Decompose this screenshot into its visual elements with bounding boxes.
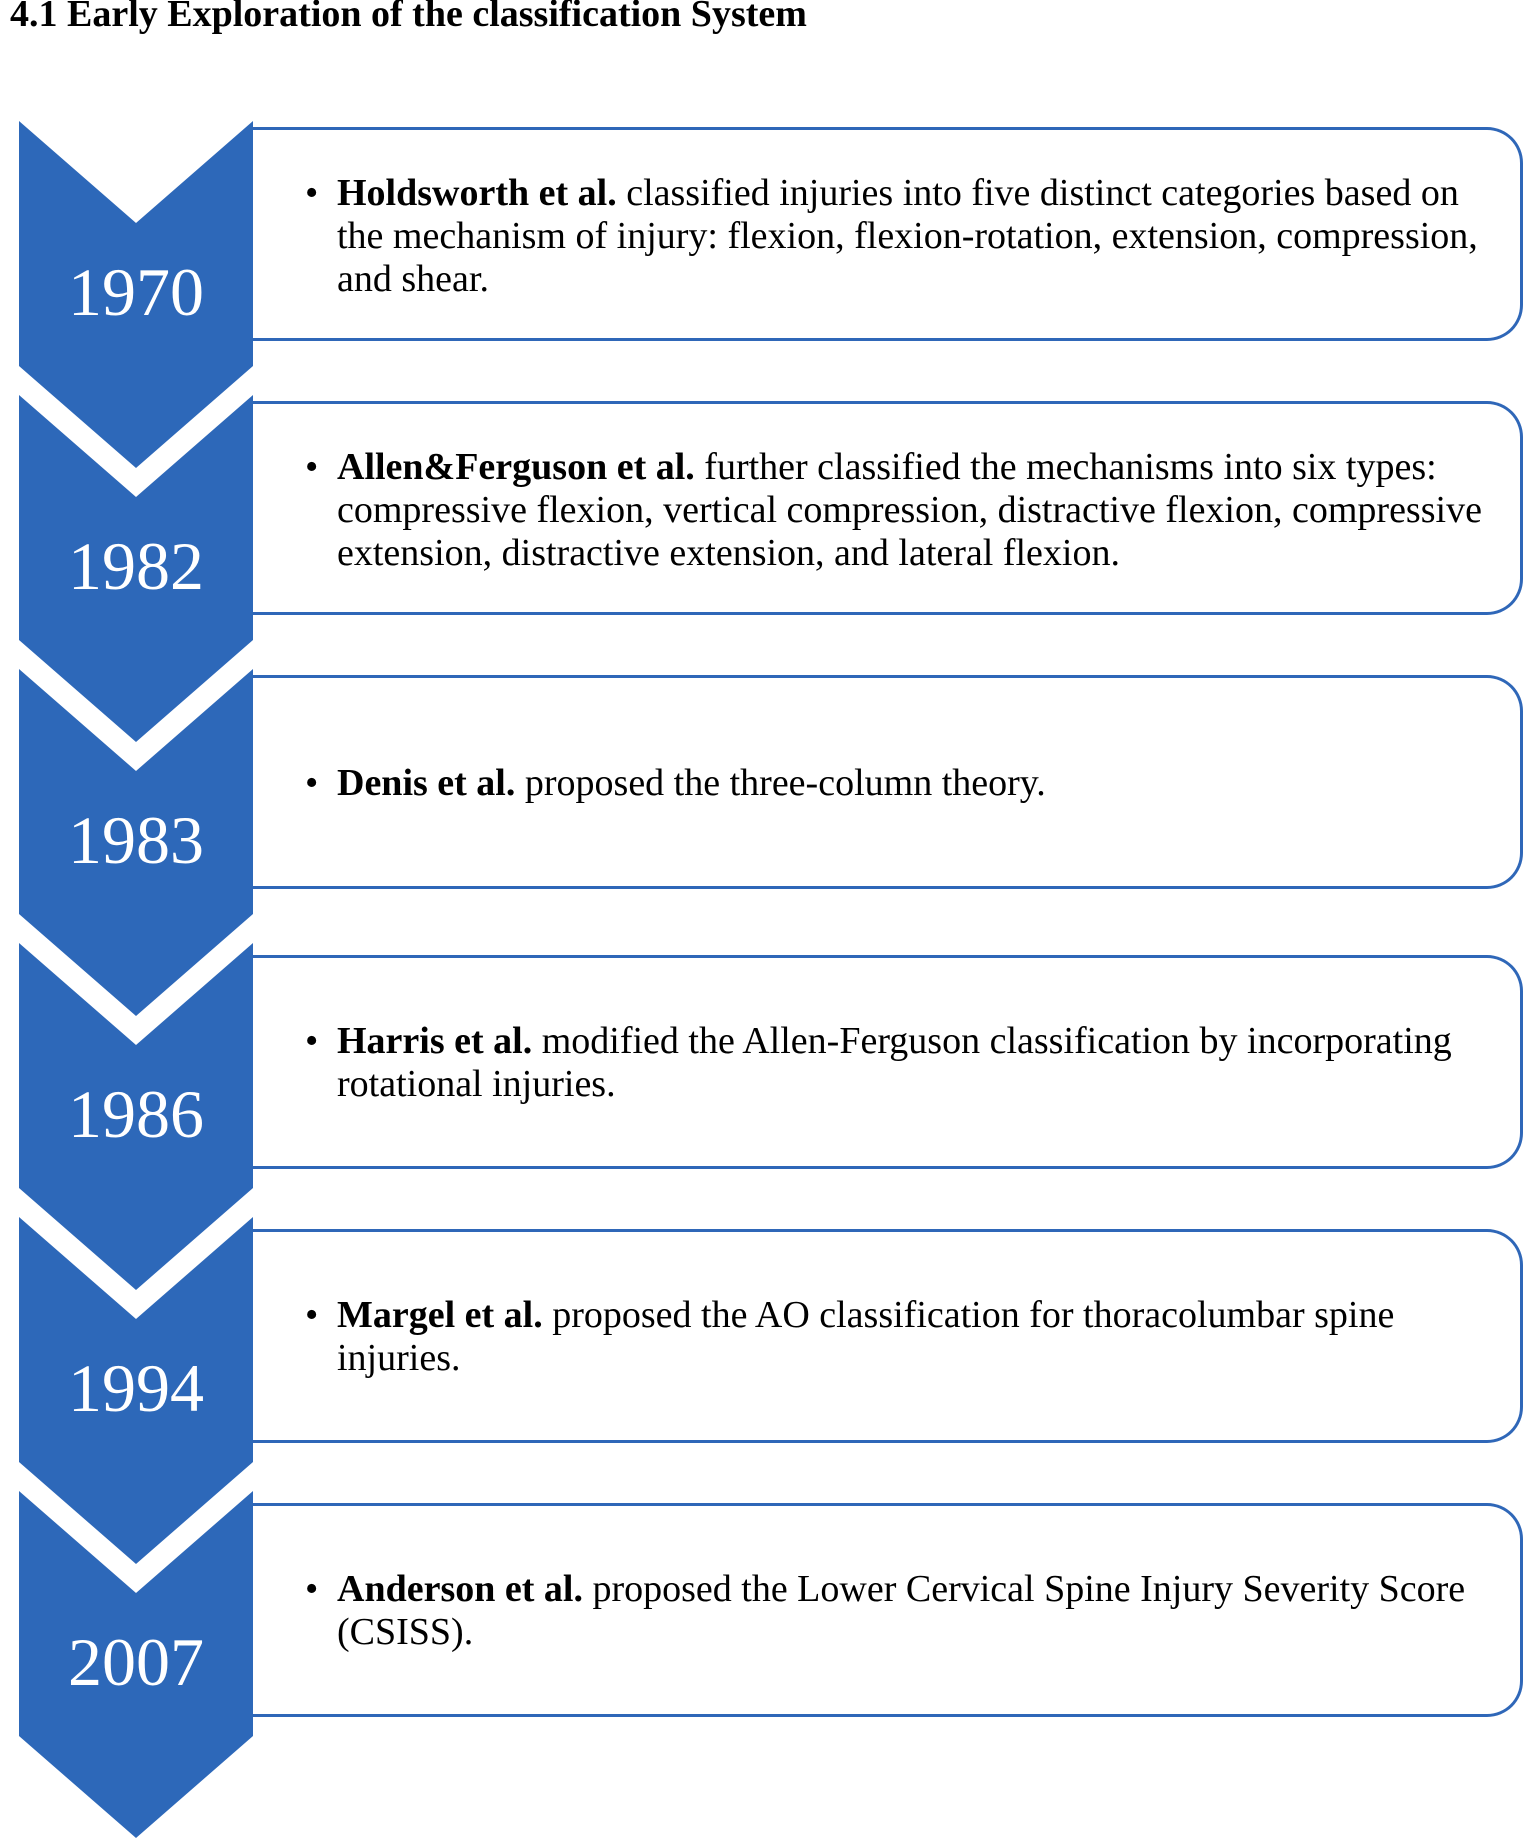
timeline-entry (305, 762, 1490, 805)
timeline-card (253, 955, 1523, 1169)
timeline-year: 1986 (68, 1076, 204, 1152)
entry-author: Allen&Ferguson et al. (337, 446, 695, 488)
entry-author: Holdsworth et al. (337, 172, 617, 214)
entry-description: proposed the Lower Cervical Spine Injury Severity Score (CSISS). (337, 1568, 1466, 1653)
timeline-year: 1983 (68, 802, 204, 878)
timeline-card (253, 127, 1523, 341)
timeline-year: 2007 (68, 1624, 204, 1700)
timeline-entry (305, 446, 1490, 575)
entry-author: Denis et al. (337, 762, 516, 804)
timeline-card (253, 1229, 1523, 1443)
entry-description: further classified the mechanisms into six types: compressive flexion, vertical compression, distractive flexion, compressive extension, distractive extension, and lateral flexion. (337, 446, 1482, 574)
section-title: 4.1 Early Exploration of the classification System (10, 0, 807, 35)
entry-description: modified the Allen-Ferguson classification by incorporating rotational injuries. (337, 1020, 1452, 1105)
timeline-card (253, 401, 1523, 615)
timeline-card (253, 1503, 1523, 1717)
entry-description: classified injuries into five distinct categories based on the mechanism of injury: flexion, flexion-rotation, extension, compression, and shear. (337, 172, 1478, 300)
timeline-entry (305, 172, 1490, 301)
entry-description: proposed the three-column theory. (515, 762, 1046, 804)
timeline-year: 1994 (68, 1350, 204, 1426)
entry-author: Harris et al. (337, 1020, 533, 1062)
timeline-entry (305, 1294, 1490, 1380)
entry-author: Margel et al. (337, 1294, 543, 1336)
entry-author: Anderson et al. (337, 1568, 583, 1610)
timeline-year: 1982 (68, 528, 204, 604)
timeline-entry (305, 1020, 1490, 1106)
timeline-card (253, 675, 1523, 889)
timeline-year: 1970 (68, 254, 204, 330)
timeline-entry (305, 1568, 1490, 1654)
entry-description: proposed the AO classification for thoracolumbar spine injuries. (337, 1294, 1395, 1379)
